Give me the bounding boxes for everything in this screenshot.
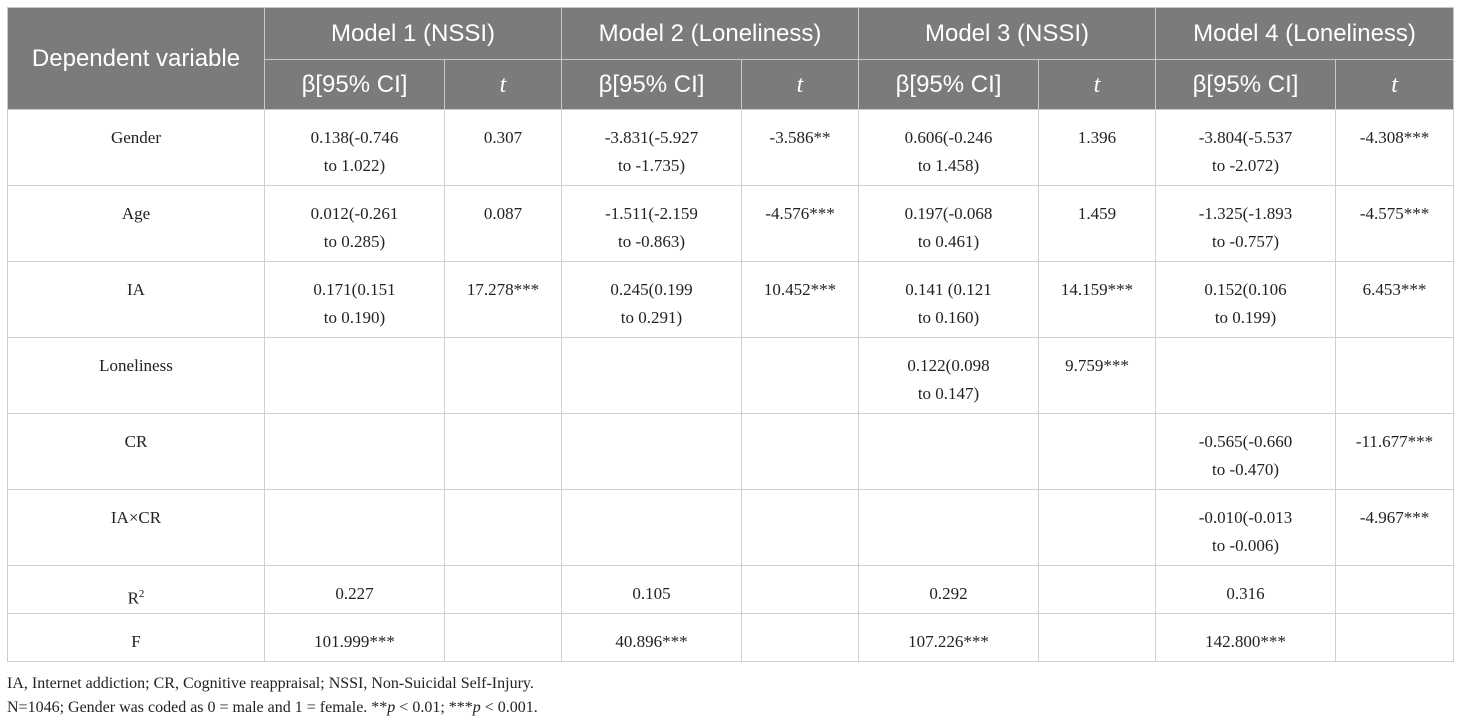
t-value-cell <box>1336 414 1454 490</box>
beta-ci-cell <box>265 110 445 186</box>
row-label: Age <box>8 186 265 262</box>
p-symbol: p <box>472 699 481 716</box>
beta-ci-cell <box>1156 110 1336 186</box>
t-value: -11.677*** <box>1355 432 1434 451</box>
t-value-cell <box>1336 262 1454 338</box>
beta-estimate: 0.197(-0.068 <box>904 204 993 223</box>
beta-estimate: -3.804(-5.537 <box>1198 128 1293 147</box>
ci-upper: to -0.470) <box>1211 460 1280 479</box>
beta-estimate: -0.010(-0.013 <box>1198 508 1293 527</box>
beta-ci-cell <box>562 490 742 566</box>
t-value-cell <box>445 262 562 338</box>
t-value: 0.087 <box>483 204 523 223</box>
beta-estimate: 0.141 (0.121 <box>905 280 992 299</box>
t-value-cell <box>1336 110 1454 186</box>
row-label: CR <box>8 414 265 490</box>
empty-cell <box>1039 614 1156 662</box>
ci-upper: to 0.461) <box>917 232 980 251</box>
t-value: 14.159*** <box>1060 280 1134 299</box>
t-value: 10.452*** <box>763 280 837 299</box>
model-4-header: Model 4 (Loneliness) <box>1156 8 1454 60</box>
beta-ci-cell <box>1156 186 1336 262</box>
t-value-cell <box>1336 186 1454 262</box>
model-1-header: Model 1 (NSSI) <box>265 8 562 60</box>
t-header: t <box>1039 60 1156 110</box>
r-squared-value: 0.316 <box>1156 566 1336 614</box>
ci-upper: to 1.022) <box>323 156 386 175</box>
r-squared-value: 0.227 <box>265 566 445 614</box>
t-header: t <box>1336 60 1454 110</box>
t-value-cell <box>1336 338 1454 414</box>
t-header: t <box>742 60 859 110</box>
row-label: IA×CR <box>8 490 265 566</box>
ci-upper: to -2.072) <box>1211 156 1280 175</box>
t-value-cell <box>742 490 859 566</box>
empty-cell <box>1039 566 1156 614</box>
t-value-cell <box>1039 186 1156 262</box>
empty-cell <box>1336 614 1454 662</box>
beta-ci-cell <box>265 414 445 490</box>
empty-cell <box>445 566 562 614</box>
t-value-cell <box>445 338 562 414</box>
r-label-sup: 2 <box>138 588 145 600</box>
row-label: Gender <box>8 110 265 186</box>
beta-ci-cell <box>859 490 1039 566</box>
t-value: 9.759*** <box>1065 356 1129 375</box>
ci-upper: to 1.458) <box>917 156 980 175</box>
beta-ci-cell <box>859 414 1039 490</box>
table-row <box>8 338 1454 414</box>
table-row <box>8 186 1454 262</box>
beta-ci-cell <box>562 414 742 490</box>
footnote-text: < 0.001. <box>480 699 538 716</box>
ci-upper: to 0.285) <box>323 232 386 251</box>
p-symbol: p <box>387 699 396 716</box>
ci-upper: to 0.190) <box>323 308 386 327</box>
beta-ci-header: β[95% CI] <box>859 60 1039 110</box>
model-3-header: Model 3 (NSSI) <box>859 8 1156 60</box>
f-label: F <box>8 614 265 662</box>
t-value-cell <box>445 110 562 186</box>
t-value-cell <box>742 414 859 490</box>
empty-cell <box>742 566 859 614</box>
ci-upper: to 0.199) <box>1214 308 1277 327</box>
beta-ci-cell <box>859 186 1039 262</box>
beta-ci-cell <box>859 262 1039 338</box>
t-value-cell <box>1039 262 1156 338</box>
beta-ci-cell <box>265 262 445 338</box>
beta-estimate: 0.122(0.098 <box>907 356 990 375</box>
beta-ci-cell <box>562 110 742 186</box>
beta-ci-cell <box>1156 414 1336 490</box>
beta-estimate: 0.152(0.106 <box>1204 280 1287 299</box>
ci-upper: to 0.160) <box>917 308 980 327</box>
t-header: t <box>445 60 562 110</box>
t-value: 1.396 <box>1077 128 1117 147</box>
beta-ci-header: β[95% CI] <box>562 60 742 110</box>
empty-cell <box>742 614 859 662</box>
t-value-cell <box>1039 490 1156 566</box>
t-value-cell <box>445 490 562 566</box>
beta-ci-cell <box>265 490 445 566</box>
row-label: Loneliness <box>8 338 265 414</box>
beta-ci-cell <box>562 262 742 338</box>
empty-cell <box>1336 566 1454 614</box>
beta-ci-cell <box>1156 262 1336 338</box>
r-squared-value: 0.105 <box>562 566 742 614</box>
ci-upper: to 0.291) <box>620 308 683 327</box>
beta-ci-cell <box>859 110 1039 186</box>
beta-estimate: 0.606(-0.246 <box>904 128 993 147</box>
footnote-text: N=1046; Gender was coded as 0 = male and 1 = female. ** <box>7 699 388 716</box>
beta-ci-cell <box>859 338 1039 414</box>
footnote-coding <box>7 699 538 717</box>
t-value-cell <box>1039 110 1156 186</box>
t-value: 0.307 <box>483 128 523 147</box>
ci-upper: to -0.757) <box>1211 232 1280 251</box>
beta-ci-header: β[95% CI] <box>265 60 445 110</box>
table-row <box>8 110 1454 186</box>
table-row <box>8 490 1454 566</box>
regression-table <box>7 7 1454 662</box>
row-label: IA <box>8 262 265 338</box>
empty-cell <box>445 614 562 662</box>
t-value: -4.308*** <box>1359 128 1430 147</box>
beta-ci-cell <box>562 338 742 414</box>
beta-ci-cell <box>1156 490 1336 566</box>
beta-estimate: 0.245(0.199 <box>610 280 693 299</box>
footnote-text: < 0.01; *** <box>395 699 473 716</box>
r-squared-label <box>8 566 265 614</box>
t-value-cell <box>445 414 562 490</box>
table-row <box>8 414 1454 490</box>
t-value-cell <box>742 338 859 414</box>
beta-estimate: 0.138(-0.746 <box>310 128 399 147</box>
beta-ci-cell <box>1156 338 1336 414</box>
ci-upper: to -0.863) <box>617 232 686 251</box>
t-value: 1.459 <box>1077 204 1117 223</box>
t-value: 6.453*** <box>1362 280 1427 299</box>
f-value: 101.999*** <box>265 614 445 662</box>
f-value: 40.896*** <box>562 614 742 662</box>
ci-upper: to 0.147) <box>917 384 980 403</box>
beta-estimate: 0.171(0.151 <box>313 280 396 299</box>
beta-ci-cell <box>562 186 742 262</box>
r-squared-row <box>8 566 1454 614</box>
f-row <box>8 614 1454 662</box>
f-value: 107.226*** <box>859 614 1039 662</box>
t-value-cell <box>742 262 859 338</box>
beta-estimate: -0.565(-0.660 <box>1198 432 1293 451</box>
model-2-header: Model 2 (Loneliness) <box>562 8 859 60</box>
t-value-cell <box>742 186 859 262</box>
t-value-cell <box>1336 490 1454 566</box>
ci-upper: to -0.006) <box>1211 536 1280 555</box>
r-label-base: R <box>127 588 139 608</box>
beta-estimate: -3.831(-5.927 <box>604 128 699 147</box>
beta-ci-cell <box>265 338 445 414</box>
t-value-cell <box>445 186 562 262</box>
header-row-models <box>8 8 1454 60</box>
r-squared-value: 0.292 <box>859 566 1039 614</box>
ci-upper: to -1.735) <box>617 156 686 175</box>
beta-ci-header: β[95% CI] <box>1156 60 1336 110</box>
dependent-variable-header: Dependent variable <box>8 8 265 110</box>
beta-ci-cell <box>265 186 445 262</box>
t-value: 17.278*** <box>466 280 540 299</box>
t-value: -4.576*** <box>765 204 835 223</box>
footnote-abbreviations: IA, Internet addiction; CR, Cognitive reappraisal; NSSI, Non-Suicidal Self-Injury. <box>7 675 534 692</box>
t-value-cell <box>1039 414 1156 490</box>
t-value: -4.967*** <box>1359 508 1430 527</box>
beta-estimate: -1.325(-1.893 <box>1198 204 1293 223</box>
f-value: 142.800*** <box>1156 614 1336 662</box>
beta-estimate: -1.511(-2.159 <box>605 204 698 223</box>
table-row <box>8 262 1454 338</box>
t-value-cell <box>742 110 859 186</box>
t-value: -4.575*** <box>1359 204 1430 223</box>
t-value-cell <box>1039 338 1156 414</box>
t-value: -3.586** <box>769 128 831 147</box>
beta-estimate: 0.012(-0.261 <box>310 204 399 223</box>
